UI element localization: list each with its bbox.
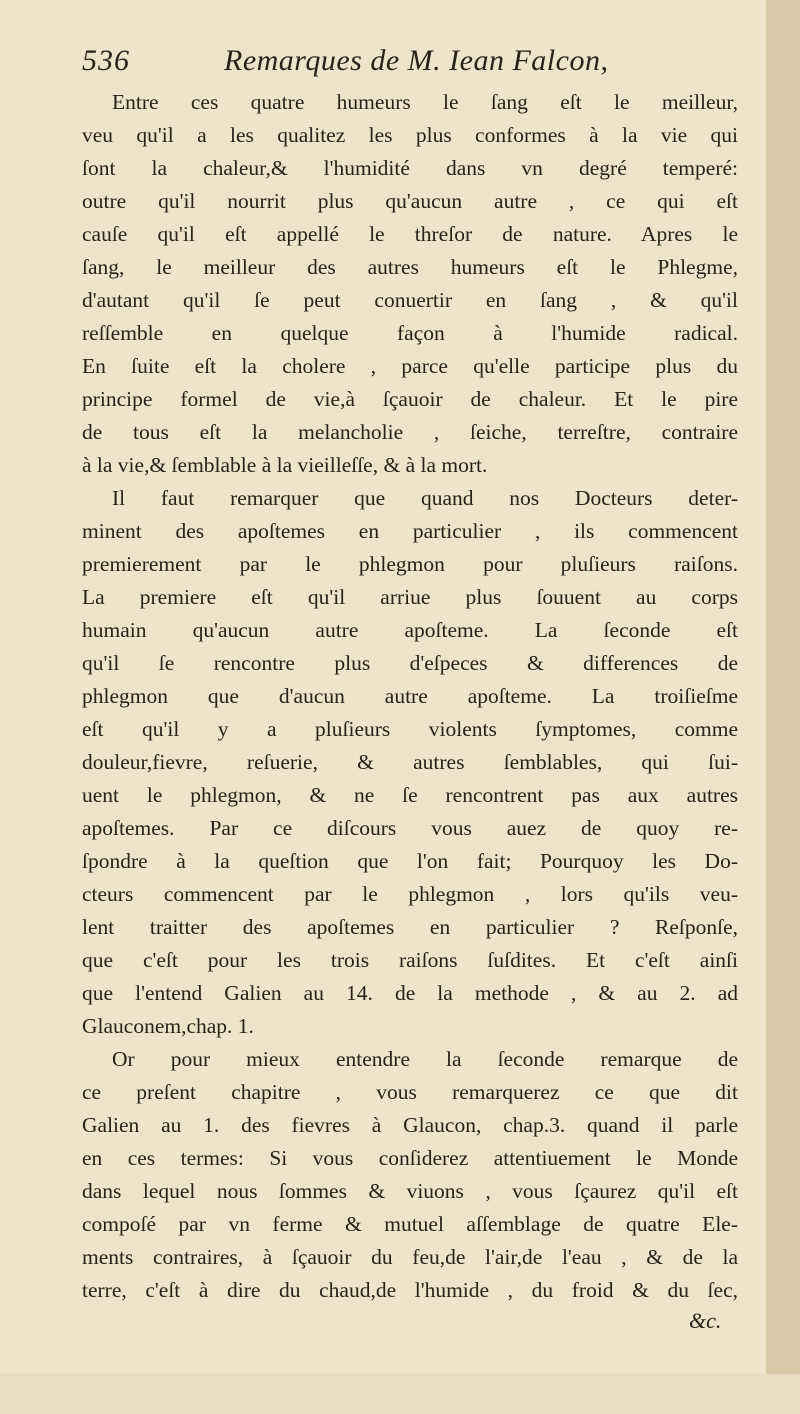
page-edge-shadow — [766, 0, 800, 1414]
text-line: d'autant qu'il ſe peut conuertir en ſang , & qu'il — [82, 288, 738, 312]
text-line: que l'entend Galien au 14. de la methode , & au 2. ad — [82, 981, 738, 1005]
text-line: ce preſent chapitre , vous remarquerez ce que dit — [82, 1080, 738, 1104]
text-line: outre qu'il nourrit plus qu'aucun autre , ce qui eſt — [82, 189, 738, 213]
text-line: La premiere eſt qu'il arriue plus ſouuent au corps — [82, 585, 738, 609]
closing-etc: &c. — [689, 1308, 722, 1333]
text-line: apoſtemes. Par ce diſcours vous auez de quoy re- — [82, 816, 738, 840]
text-line: de tous eſt la melancholie , ſeiche, terreſtre, contraire — [82, 420, 738, 444]
running-title: Remarques de M. Iean Falcon, — [224, 44, 609, 77]
text-line: minent des apoſtemes en particulier , ils commencent — [82, 519, 738, 543]
text-line: humain qu'aucun autre apoſteme. La ſeconde eſt — [82, 618, 738, 642]
text-line: premierement par le phlegmon pour pluſieurs raiſons. — [82, 552, 738, 576]
paragraph-1 — [82, 86, 738, 482]
page-number: 536 — [82, 44, 130, 77]
text-line: douleur,fievre, reſuerie, & autres ſemblables, qui ſui- — [82, 750, 738, 774]
paragraph-2 — [82, 482, 738, 1043]
text-line: En ſuite eſt la cholere , parce qu'elle participe plus du — [82, 354, 738, 378]
text-line: eſt qu'il y a pluſieurs violents ſymptomes, comme — [82, 717, 738, 741]
body-text — [82, 86, 738, 1307]
text-line: uent le phlegmon, & ne ſe rencontrent pas aux autres — [82, 783, 738, 807]
text-line: ments contraires, à ſçauoir du feu,de l'air,de l'eau , & de la — [82, 1245, 738, 1269]
text-line: dans lequel nous ſommes & viuons , vous ſçaurez qu'il eſt — [82, 1179, 738, 1203]
page-header — [82, 44, 722, 84]
text-line: que c'eſt pour les trois raiſons ſuſdites. Et c'eſt ainſi — [82, 948, 738, 972]
text-line: à la vie,& ſemblable à la vieilleſſe, & à la mort. — [82, 453, 488, 477]
text-line: reſſemble en quelque façon à l'humide radical. — [82, 321, 738, 345]
text-line: cauſe qu'il eſt appellé le threſor de nature. Apres le — [82, 222, 738, 246]
text-line: ſpondre à la queſtion que l'on fait; Pourquoy les Do- — [82, 849, 738, 873]
text-line: terre, c'eſt à dire du chaud,de l'humide , du froid & du ſec, — [82, 1278, 738, 1302]
text-line: ſang, le meilleur des autres humeurs eſt le Phlegme, — [82, 255, 738, 279]
text-line: en ces termes: Si vous conſiderez attentiuement le Monde — [82, 1146, 738, 1170]
text-line: Glauconem,chap. 1. — [82, 1014, 254, 1038]
text-line: Or pour mieux entendre la ſeconde remarque de — [112, 1047, 738, 1071]
text-line: lent traitter des apoſtemes en particulier ? Reſponſe, — [82, 915, 738, 939]
page-bottom-margin — [0, 1374, 800, 1414]
text-line: qu'il ſe rencontre plus d'eſpeces & differences de — [82, 651, 738, 675]
text-line: veu qu'il a les qualitez les plus conformes à la vie qui — [82, 123, 738, 147]
text-line: principe formel de vie,à ſçauoir de chaleur. Et le pire — [82, 387, 738, 411]
text-line: compoſé par vn ferme & mutuel aſſemblage de quatre Ele- — [82, 1212, 738, 1236]
text-line: ſont la chaleur,& l'humidité dans vn degré temperé: — [82, 156, 738, 180]
text-line: Il faut remarquer que quand nos Docteurs deter- — [112, 486, 738, 510]
text-line: Entre ces quatre humeurs le ſang eſt le meilleur, — [112, 90, 738, 114]
paragraph-3 — [82, 1043, 738, 1307]
text-line: phlegmon que d'aucun autre apoſteme. La troiſieſme — [82, 684, 738, 708]
text-line: Galien au 1. des fievres à Glaucon, chap.3. quand il parle — [82, 1113, 738, 1137]
text-line: cteurs commencent par le phlegmon , lors qu'ils veu- — [82, 882, 738, 906]
